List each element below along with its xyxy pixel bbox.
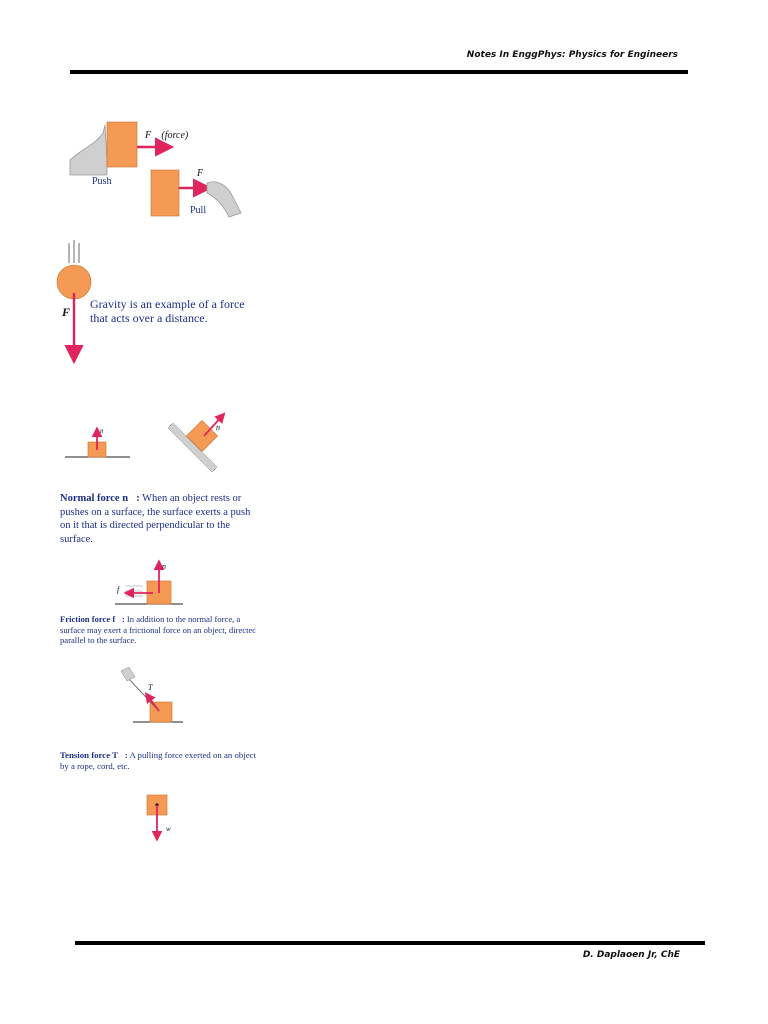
header-rule xyxy=(70,70,688,74)
normal-force-term: Normal force n⃗: xyxy=(60,493,140,504)
normal-force-text: When an object rests or pushes on a surface, the surface exerts a push on it that is directed perpendicular to the surface. xyxy=(60,493,251,545)
body-text xyxy=(254,108,686,814)
weight-figure xyxy=(147,795,167,838)
body-paragraph-2: THESE LAWS, THE CORNERSTONE OF MECHANICS, ARE BASED ON EXPERIMENTAL STUDIES OF MOVING OBJECTS. THEY ARE FUNDAMENTAL LAWS OF NATURE; THEY CANNOT BE DEDUCED OR PROVED FROM ANY OTHER PRINCIPLES. THEY WERE CLEARLY STATED FOR THE FIRST TIME BY SIR ISAAC NEWTON (1642-1727), WHO PUBLISHED THEM IN 1686 IN HIS PRINCIPIA, OR MATHEMATICAL PRINCIPLES OF NATURAL PHILOSOPHY. MANY OTHER SCIENTISTS BEFORE NEWTON CONTRIBUTED TO THE FOUNDATIONS OF MECHANICS, ESPECIALLY GALILEO GALILEI (1564-1642), WHO DIED THE SAME YEAR NEWTON WAS BORN. INDEED, NEWTON HIMSELF SAID, "IF I HAVE BEEN ABLE TO SEE A LITTLE FARTHER THAN OTHER MEN, IT IS BECAUSE I HAVE STOOD ON THE SHOULDERS OF GIANTS." xyxy=(254,409,686,638)
normal-vector-label-incline: n⃗ xyxy=(216,423,227,432)
tension-force-caption xyxy=(60,750,260,772)
tension-figure xyxy=(121,667,183,722)
friction-figure xyxy=(115,563,183,604)
pull-label: Pull xyxy=(190,205,207,216)
normal-vector-label-flat: n⃗ xyxy=(100,427,109,435)
tension-force-term: Tension force T⃗: xyxy=(60,750,128,760)
normal-force-caption xyxy=(60,492,260,546)
tension-vector-label: T⃗ xyxy=(148,683,159,692)
body-paragraph-1: HOW CAN A TUGBOAT PUSH A CRUISE SHIP THAT'S MUCH HEAVIER THAN THE TUG? WHY IS A LONG DISTANCE NEEDED TO STOP THE SHIP ONCE IT IS IN MOTION?WHY DOES YOUR FOOT HURT MORE WHEN YOU KICK A BIG ROCK THAN WHEN YOU KICK AN EMPTY CARDBOARD BOX? WHY IS IT HARDER TO CONTROL A CAR ON WET ICE THAN ON DRY CONCRETE? THE ANSWERS TO THESE AND SIMILAR QUESTIONS TAKE US INTO THE SUBJECT OF DYNAMICS, THE RELATIONSHIP OF MOTION TO THE FORCES ASSOCIATED WITH IT. IN THE TWO PRECEDING CHAPTERS WE STUDIED KINEMATICS, THE LANGUAGE FOR DESCRIBING MOTION. NOW WE ARE READY TO THINK ABOUT WHAT MAKES OBJECTS MOVE THE WAY THEY DO. IN THIS CHAPTER, WE WILL USE THE KINEMATIC QUANTITIES OF DISPLACEMENT, VELOCITY, AND ACCELERATION, ALONG WITH TWO NEW CONCEPTS: FORCE AND MASS. ALL THE PRINCIPLES OF DYNAMICS CAN BE WRAPPED UP IN A NEAT PACKAGE CONTAINING THREE STATEMENTS CALLED NEWTON'S LAWS OF MOTION. xyxy=(254,109,686,408)
weight-vector-label: w⃗ xyxy=(166,825,177,833)
section-paragraph-1: - THE CONCEPT OF FORCE GIVES US A QUANTITATIVE DESCRIPTION OF THE INTERACTION BETWEEN TWO OBJECTS OR BETWEEN AN OBJECT AND ITS ENVIRONMENT (FIGURE 4.1). WHEN YOU PUSH ON A CAR THAT IS STUCK IN THE SNOW, YOU EXERT A FORCE ON IT. A LOCOMOTIVE EXERTS A FORCE xyxy=(254,673,686,760)
page-header-title: Notes In EnggPhys: Physics for Engineers xyxy=(466,50,678,60)
page-footer-author: D. Daplaoen Jr, ChE xyxy=(582,950,680,960)
tension-force-text: A pulling force exerted on an object by a rope, cord, etc. xyxy=(60,750,257,771)
normal-force-figure-incline xyxy=(168,415,223,472)
push-label: Push xyxy=(92,176,112,187)
friction-normal-label: n⃗ xyxy=(162,562,173,571)
footer-rule xyxy=(75,941,705,945)
gravity-caption: Gravity is an example of a force that acts over a distance. xyxy=(90,297,245,325)
friction-force-label: f⃗ xyxy=(117,585,126,594)
gravity-vector-label: F⃗ xyxy=(62,305,80,319)
pull-vector-label: F⃗ xyxy=(197,168,211,179)
friction-force-text: In addition to the normal force, a surface may exert a frictional force on an object, directed parallel to the surface. xyxy=(60,614,257,645)
friction-force-caption xyxy=(60,614,260,646)
friction-force-term: Friction force f⃗: xyxy=(60,614,125,624)
normal-force-figure-flat xyxy=(65,430,130,457)
gravity-figure xyxy=(57,240,91,357)
section-heading-force: FORCE xyxy=(254,656,298,672)
section-paragraph-2: ON THE TRAIN IT IS PULLING OR PUSHING, A STEEL CABLE EXERTS A FORCE ON THE BEAM IT IS LIFTING AT A CONSTRUCTION SITE, AND SO ON. EACH OF THESE xyxy=(254,762,686,813)
push-force-label: F⃗ (force) xyxy=(145,130,189,141)
